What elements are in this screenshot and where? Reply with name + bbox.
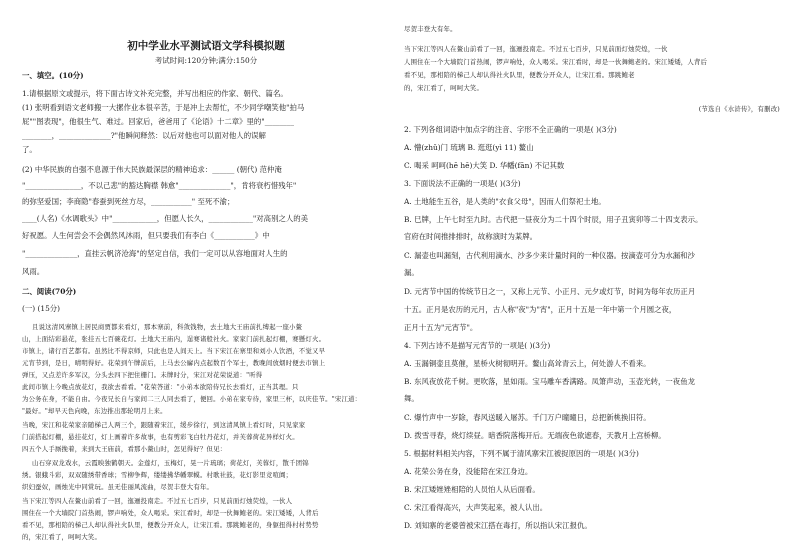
- question-line: A. 玉漏铜壶且莫催，星桥火树彻明开。鳌山高耸青云上，何处游人不看来。: [404, 359, 651, 368]
- s1-line: (1) 张明看到语文老师搬一大摞作业本很辛苦，于是冲上去帮忙，不少同学嘲笑他"拍马: [22, 103, 305, 112]
- passage-line: 元宵节到，是日，晴明得好。花荣到午牌前后，上马去公廨内点起数百个军士，教晚间放烟时便去市镇上: [22, 359, 326, 367]
- passage-line: 当晚，宋江和花荣家亲随梯己人两三个，跟随着宋江，缓步徐行，到这清风镇上看灯时，只见家家: [22, 421, 306, 429]
- passage-line: 尽贺丰登大有年。: [404, 25, 457, 33]
- question-line: 舞。: [404, 394, 419, 403]
- passage-line: 看不见，那相陪的梯己人却认得社火队里，便教分开众人，让宋江看。那跳鲍老的，身躯扭得村村势势: [22, 521, 319, 529]
- s1-line: 了。: [22, 145, 37, 154]
- passage-line: 织妇蚕奴，画烛光中同赏玩。虽无佳丽风流曲，尽贺丰登大有年。: [22, 483, 214, 491]
- passage-line: 人围住在一个大墙院门首热闹，锣声响处，众人喝采。宋江看时，却是一伙舞鲍老的。宋江矮矮，人背后: [404, 58, 708, 66]
- left-column: [22, 0, 390, 560]
- passage-line: 市镇上，诸行百艺都有。虽然比不得京师，只此也是人间天上。当下宋江在寨里和刘小人饮酒，不觉又早: [22, 347, 326, 355]
- passage-line: 围住在一个大墙院门首热闹，锣声响处，众人喝采。宋江看时，却是一伙舞鲍老的。宋江矮矮，人背后: [22, 509, 319, 517]
- section2-heading: 二、阅读(70分): [22, 287, 77, 296]
- question-line: A. 土地能生五谷，是人类的"衣食父母"，因而人们祭祀土地。: [404, 197, 606, 206]
- passage-line: 看不见，那相陪的梯己人却认得社火队里，便教分开众人，让宋江看。那跳鲍老: [404, 71, 635, 79]
- question-line: 官府在时间推排排时，故称演时为某牌。: [404, 232, 538, 241]
- s1-line: ________，______________?"他瞬间释然：以后对他也可以面对他人的误解: [22, 131, 266, 140]
- passage-line: 弹压，又点差许多军汉，分头去四下把住栅门。未牌时分，宋江对花荣说道："听得: [22, 371, 263, 379]
- question-line: D. 刘知寨的老婆曾被宋江搭在毒打，所以指认宋江报仇。: [404, 521, 592, 530]
- s1-line: (2) 中华民族的自强不息源于伟大民族最深层的精神追求：______ (朝代) 范仲淹: [22, 165, 282, 174]
- s1-line: 屁""图表现"，他很生气、难过。回家后，爸爸用了《论语》十二章》里的"________: [22, 117, 295, 126]
- passage-line: 绣。银蛾斗彩，双双随绣带香球；雪柳争辉，缕缕拂华幡翠幙。村歌社鼓，花灯影里竞喧阗；: [22, 471, 293, 479]
- passage-line: 四五个人手厮挽着，来到大王庙前，看那小鳌山时，怎见得好？但见：: [22, 445, 227, 453]
- question-line: B. 巳牌，上午七时至九时。古代把一昼夜分为二十四个时辰，用子丑寅卯等二十四支表示。: [404, 215, 703, 224]
- s1-line: 的弥坚爱国；李商隐"春蚕到死丝方尽，___________" 至死不渝；: [22, 197, 235, 206]
- question-line: A. 花荣公务在身，没能陪在宋江身边。: [404, 467, 533, 476]
- question-line: C. 宋江看得高兴，大声笑起来，被人认出。: [404, 503, 548, 512]
- question-line: D. 拨雪寻春，烧灯续昼。暗香院落梅开后。无端夜色欲遮春，天教月上宫桥柳。: [404, 431, 666, 440]
- passage-line: 当下宋江等四人在鳌山前看了一回，迤逦投南走。不过五七百步，只见前面灯烛荧煌，一伙人: [22, 497, 293, 505]
- passage-line: 门前搭起灯棚，悬挂花灯，灯上画着许多故事，也有剪彩飞白牡丹花灯，并芙蓉荷花异样灯火。: [22, 433, 299, 441]
- question-line: 正月十五为"元宵节"。: [404, 323, 478, 332]
- exam-info: 考试时间:120分钟;满分:150分: [154, 56, 258, 65]
- page-title: 初中学业水平测试语文学科模拟题: [127, 40, 285, 52]
- passage-line: 且说这清风寨镇上居民商贾都来看灯，那本寨前，科敛钱物，去土地大王庙前扎缚起一座小鳌: [32, 323, 303, 331]
- passage-line: 山石穿双龙戏水，云霞映独鹤朝天。金莲灯，玉梅灯，晃一片琉璃；荷花灯，芙蓉灯，散千团锦: [32, 459, 309, 467]
- passage-line: 此间市镇上今晚点放花灯，我欲去看看。"花荣答道："小弟本欲陪侍兄长去看灯，正当其理。只: [22, 383, 299, 391]
- question-line: 漏。: [404, 268, 419, 277]
- question-line: 2. 下列各组词语中加点字的注音、字形不全正确的一项是( )(3分): [404, 125, 617, 134]
- s1-line: 风雨。: [22, 267, 45, 276]
- question-line: A. 懵(zhǔ)门 琉璃 B. 逛逛(yì 11) 鳌山: [404, 143, 534, 152]
- question-line: 4. 下列古诗不是描写元宵节的一项是( )(3分): [404, 341, 551, 350]
- source-note: (节选自《水浒传》，有删改): [698, 105, 780, 113]
- passage-line: "最好。"却早天色向晚，东边推出那轮明月上来。: [22, 407, 167, 415]
- s1-line: 1.请根据原文或提示，将下面古诗文补充完整，并写出相应的作家、朝代、篇名。: [22, 89, 288, 98]
- s1-line: "_______________，不以己悲"的豁达胸襟 韩愈"______________"，肯将衰朽惜残年": [22, 181, 297, 190]
- passage-line: 的，宋江看了，呵呵大笑。: [404, 84, 484, 92]
- s1-line: "______________，直挂云帆济沧海"的坚定自信，我们一定可以从容地面对人生的: [22, 249, 288, 258]
- question-line: C. 漏壶也叫漏刻，古代利用滴水、沙多少来计量时间的一种仪器。按滴壶可分为水漏和沙: [404, 251, 695, 260]
- section2-sub: (一) (15分): [22, 304, 61, 313]
- question-line: C. 爆竹声中一岁除，春风送暖入屠苏。千门万户曈曈日，总把新桃换旧符。: [404, 413, 651, 422]
- right-column: [404, 0, 784, 560]
- question-line: C. 喝采 呵呵(hē hē)大笑 D. 华幡(fān) 不记其数: [404, 161, 565, 170]
- question-line: 十五。正月是农历的元月，古人称"夜"为"宵"，正月十五是一年中第一个月圆之夜，: [404, 305, 677, 314]
- question-line: B. 宋江矮矬矬相陪的人员怕人从后面看。: [404, 485, 540, 494]
- passage-line: 山，上面结彩悬花，张挂五七百碗花灯。土地大王庙内，逞赛诸般社火。家家门前扎起灯棚，赛懸灯火。: [22, 335, 326, 343]
- s1-line: 好祝愿。人生何尝会不会偶然风沐雨，但只要我们有李白《___________》中: [22, 231, 270, 240]
- s1-line: ____(人名)《水调歌头》中"____________，但愿人长久，____________"对高别之人的美: [22, 214, 309, 223]
- question-line: D. 元宵节中国的传统节日之一，又称上元节、小正月、元夕或灯节，时间为每年农历正月: [404, 287, 696, 296]
- question-line: B. 东风夜放花千树。更吹落，星如雨。宝马雕车香满路。凤箫声动，玉壶光转，一夜鱼龙: [404, 377, 695, 386]
- section1-heading: 一、填空。(10分): [22, 71, 84, 80]
- passage-line: 当下宋江等四人在鳌山前看了一回，迤逦投南走。不过五七百步，只见前面灯烛荧煌，一伙: [404, 45, 668, 53]
- question-line: 3. 下面说法不正确的一项是( )(3分): [404, 179, 521, 188]
- passage-line: 的，宋江看了，呵呵大笑。: [22, 533, 102, 541]
- question-line: 5. 根据材料相关内容，下列不属于清风寨宋江被捉原因的一项是( )(3分): [404, 449, 639, 458]
- passage-line: 为公务在身，不能自由。今夜兄长自与家间二三人同去看了，便回。小弟在家专待，家里三杯，以庆佳节。"宋江道：: [22, 395, 362, 403]
